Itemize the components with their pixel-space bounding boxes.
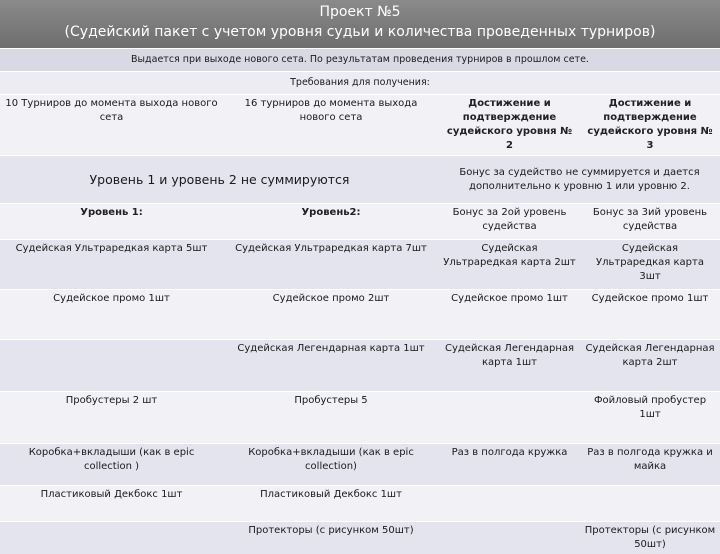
- level-cell: Бонус за 2ой уровень судейства: [439, 204, 580, 240]
- note-left: Уровень 1 и уровень 2 не суммируются: [0, 156, 439, 204]
- table-cell: [439, 486, 580, 522]
- table-cell: Раз в полгода кружка: [439, 444, 580, 486]
- table-cell: [580, 486, 720, 522]
- table-cell: [439, 522, 580, 554]
- title-banner: [0, 0, 720, 48]
- table-cell: [0, 522, 223, 554]
- table-row: [0, 522, 720, 554]
- req-cell: Достижение и подтверждение судейского уровня № 3: [580, 95, 720, 156]
- table-cell: Судейская Ультраредкая карта 3шт: [580, 240, 720, 290]
- table-cell: Судейское промо 1шт: [0, 290, 223, 340]
- table-cell: Судейская Легендарная карта 2шт: [580, 340, 720, 392]
- table-cell: Судейское промо 1шт: [439, 290, 580, 340]
- table-cell: Протекторы (с рисунком 50шт): [223, 522, 439, 554]
- table-cell: Раз в полгода кружка и майка: [580, 444, 720, 486]
- level-cell: Уровень2:: [223, 204, 439, 240]
- table-cell: Пластиковый Декбокс 1шт: [223, 486, 439, 522]
- page-title: Проект №5: [0, 0, 720, 22]
- table-cell: Коробка+вкладыши (как в epic collection): [223, 444, 439, 486]
- requirements-label: Требования для получения:: [0, 71, 720, 94]
- note-right: Бонус за судейство не суммируется и дается дополнительно к уровню 1 или уровню 2.: [439, 156, 720, 204]
- table-cell: Судейская Легендарная карта 1шт: [439, 340, 580, 392]
- table-cell: [439, 392, 580, 444]
- table-row: [0, 340, 720, 392]
- level-row: [0, 204, 720, 240]
- table-row: [0, 486, 720, 522]
- table-cell: Судейская Ультраредкая карта 5шт: [0, 240, 223, 290]
- table-row: [0, 392, 720, 444]
- level-cell: Бонус за 3ий уровень судейства: [580, 204, 720, 240]
- info-line: Выдается при выходе нового сета. По результатам проведения турниров в прошлом сете.: [0, 48, 720, 71]
- requirements-row: [0, 95, 720, 156]
- table-cell: Судейское промо 2шт: [223, 290, 439, 340]
- table-row: [0, 444, 720, 486]
- req-cell: 16 турниров до момента выхода нового сета: [223, 95, 439, 156]
- table-cell: Протекторы (с рисунком 50шт): [580, 522, 720, 554]
- table-cell: Пробустеры 5: [223, 392, 439, 444]
- level-cell: Уровень 1:: [0, 204, 223, 240]
- table-cell: Коробка+вкладыши (как в epic collection ): [0, 444, 223, 486]
- table-cell: Фойловый пробустер 1шт: [580, 392, 720, 444]
- table-cell: [0, 340, 223, 392]
- table-row: [0, 290, 720, 340]
- req-cell: Достижение и подтверждение судейского уровня № 2: [439, 95, 580, 156]
- req-cell: 10 Турниров до момента выхода нового сета: [0, 95, 223, 156]
- table-cell: Пластиковый Декбокс 1шт: [0, 486, 223, 522]
- package-table: [0, 94, 720, 554]
- table-cell: Судейское промо 1шт: [580, 290, 720, 340]
- table-cell: Судейская Ультраредкая карта 7шт: [223, 240, 439, 290]
- table-cell: Пробустеры 2 шт: [0, 392, 223, 444]
- table-cell: Судейская Ультраредкая карта 2шт: [439, 240, 580, 290]
- note-row: [0, 156, 720, 204]
- page-subtitle: (Судейский пакет с учетом уровня судьи и количества проведенных турниров): [0, 22, 720, 42]
- table-row: [0, 240, 720, 290]
- table-cell: Судейская Легендарная карта 1шт: [223, 340, 439, 392]
